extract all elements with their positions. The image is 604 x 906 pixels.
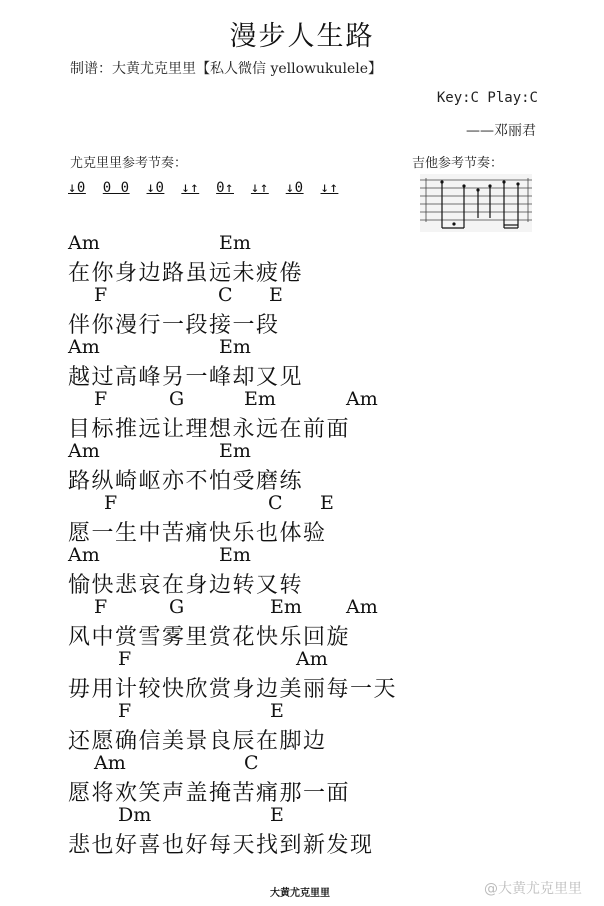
chord-label: E — [269, 284, 283, 306]
strum-beat: ↓0 — [146, 180, 165, 196]
strum-beat: 0↑ — [216, 180, 234, 196]
chord-label: Em — [244, 388, 276, 410]
lyric-line — [68, 648, 568, 700]
footer-brand: 大黄尤克里里 — [270, 888, 330, 899]
chord-label: Am — [68, 544, 100, 566]
lyric-line — [68, 388, 568, 440]
chord-label: F — [104, 492, 118, 514]
lyric-line — [68, 804, 568, 856]
chord-label: Em — [219, 544, 251, 566]
lyric-text: 悲也好喜也好每天找到新发现 — [68, 833, 374, 858]
strum-pattern — [68, 180, 346, 196]
lyric-text: 愿将欢笑声盖掩苦痛那一面 — [68, 781, 351, 806]
chord-label: Em — [219, 440, 251, 462]
chord-label: C — [244, 752, 259, 774]
chord-label: Em — [219, 232, 251, 254]
strum-beat: ↓↑ — [320, 180, 339, 196]
chord-label: Am — [68, 440, 100, 462]
chord-label: E — [270, 700, 284, 722]
lyric-line — [68, 232, 568, 284]
lyric-text: 目标推远让理想永远在前面 — [68, 417, 351, 442]
chord-label: E — [270, 804, 284, 826]
guitar-rhythm-tab — [420, 174, 532, 232]
strum-beat: ↓↑ — [181, 180, 200, 196]
chord-label: Am — [68, 232, 100, 254]
song-sheet — [68, 232, 568, 856]
chord-label: E — [320, 492, 334, 514]
lyric-text: 愉快悲哀在身边转又转 — [68, 573, 304, 598]
strum-beat: ↓0 — [285, 180, 304, 196]
chord-label: Em — [270, 596, 302, 618]
lyric-line — [68, 752, 568, 804]
lyric-text: 还愿确信美景良辰在脚边 — [68, 729, 327, 754]
lyric-line — [68, 544, 568, 596]
artist-name: ——邓丽君 — [466, 123, 536, 139]
watermark: @大黄尤克里里 — [484, 881, 582, 897]
chord-label: C — [218, 284, 233, 306]
lyric-text: 越过高峰另一峰却又见 — [68, 365, 304, 390]
chord-label: F — [94, 284, 108, 306]
lyric-text: 风中赏雪雾里赏花快乐回旋 — [68, 625, 351, 650]
strum-beat: ↓↑ — [250, 180, 269, 196]
key-play-info: Key:C Play:C — [436, 90, 538, 106]
chord-label: Dm — [118, 804, 152, 826]
lyric-text: 毋用计较快欣赏身边美丽每一天 — [68, 677, 398, 702]
song-title: 漫步人生路 — [229, 21, 375, 52]
lyric-text: 在你身边路虽远未疲倦 — [68, 261, 304, 286]
lyric-line — [68, 336, 568, 388]
chord-label: G — [169, 596, 185, 618]
chord-label: F — [94, 388, 108, 410]
chord-label: Am — [94, 752, 126, 774]
lyric-text: 伴你漫行一段接一段 — [68, 313, 280, 338]
lyric-text: 路纵崎岖亦不怕受磨练 — [68, 469, 304, 494]
chord-label: F — [94, 596, 108, 618]
chord-label: F — [118, 648, 132, 670]
chord-label: G — [169, 388, 185, 410]
chord-label: Am — [68, 336, 100, 358]
chord-label: Am — [346, 596, 378, 618]
chord-label: C — [268, 492, 283, 514]
lyric-line — [68, 440, 568, 492]
lyric-line — [68, 492, 568, 544]
chord-label: F — [118, 700, 132, 722]
strum-beat: 0 0 — [102, 180, 130, 196]
lyric-line — [68, 596, 568, 648]
lyric-line — [68, 700, 568, 752]
arranger-credit: 制谱：大黄尤克里里【私人微信 yellowukulele】 — [70, 61, 383, 77]
guitar-strum-label: 吉他参考节奏： — [412, 156, 504, 171]
lyric-text: 愿一生中苦痛快乐也体验 — [68, 521, 327, 546]
strum-beat: ↓0 — [68, 180, 86, 196]
chord-label: Em — [219, 336, 251, 358]
ukulele-strum-label: 尤克里里参考节奏： — [70, 156, 188, 171]
chord-label: Am — [346, 388, 378, 410]
chord-label: Am — [296, 648, 328, 670]
lyric-line — [68, 284, 568, 336]
